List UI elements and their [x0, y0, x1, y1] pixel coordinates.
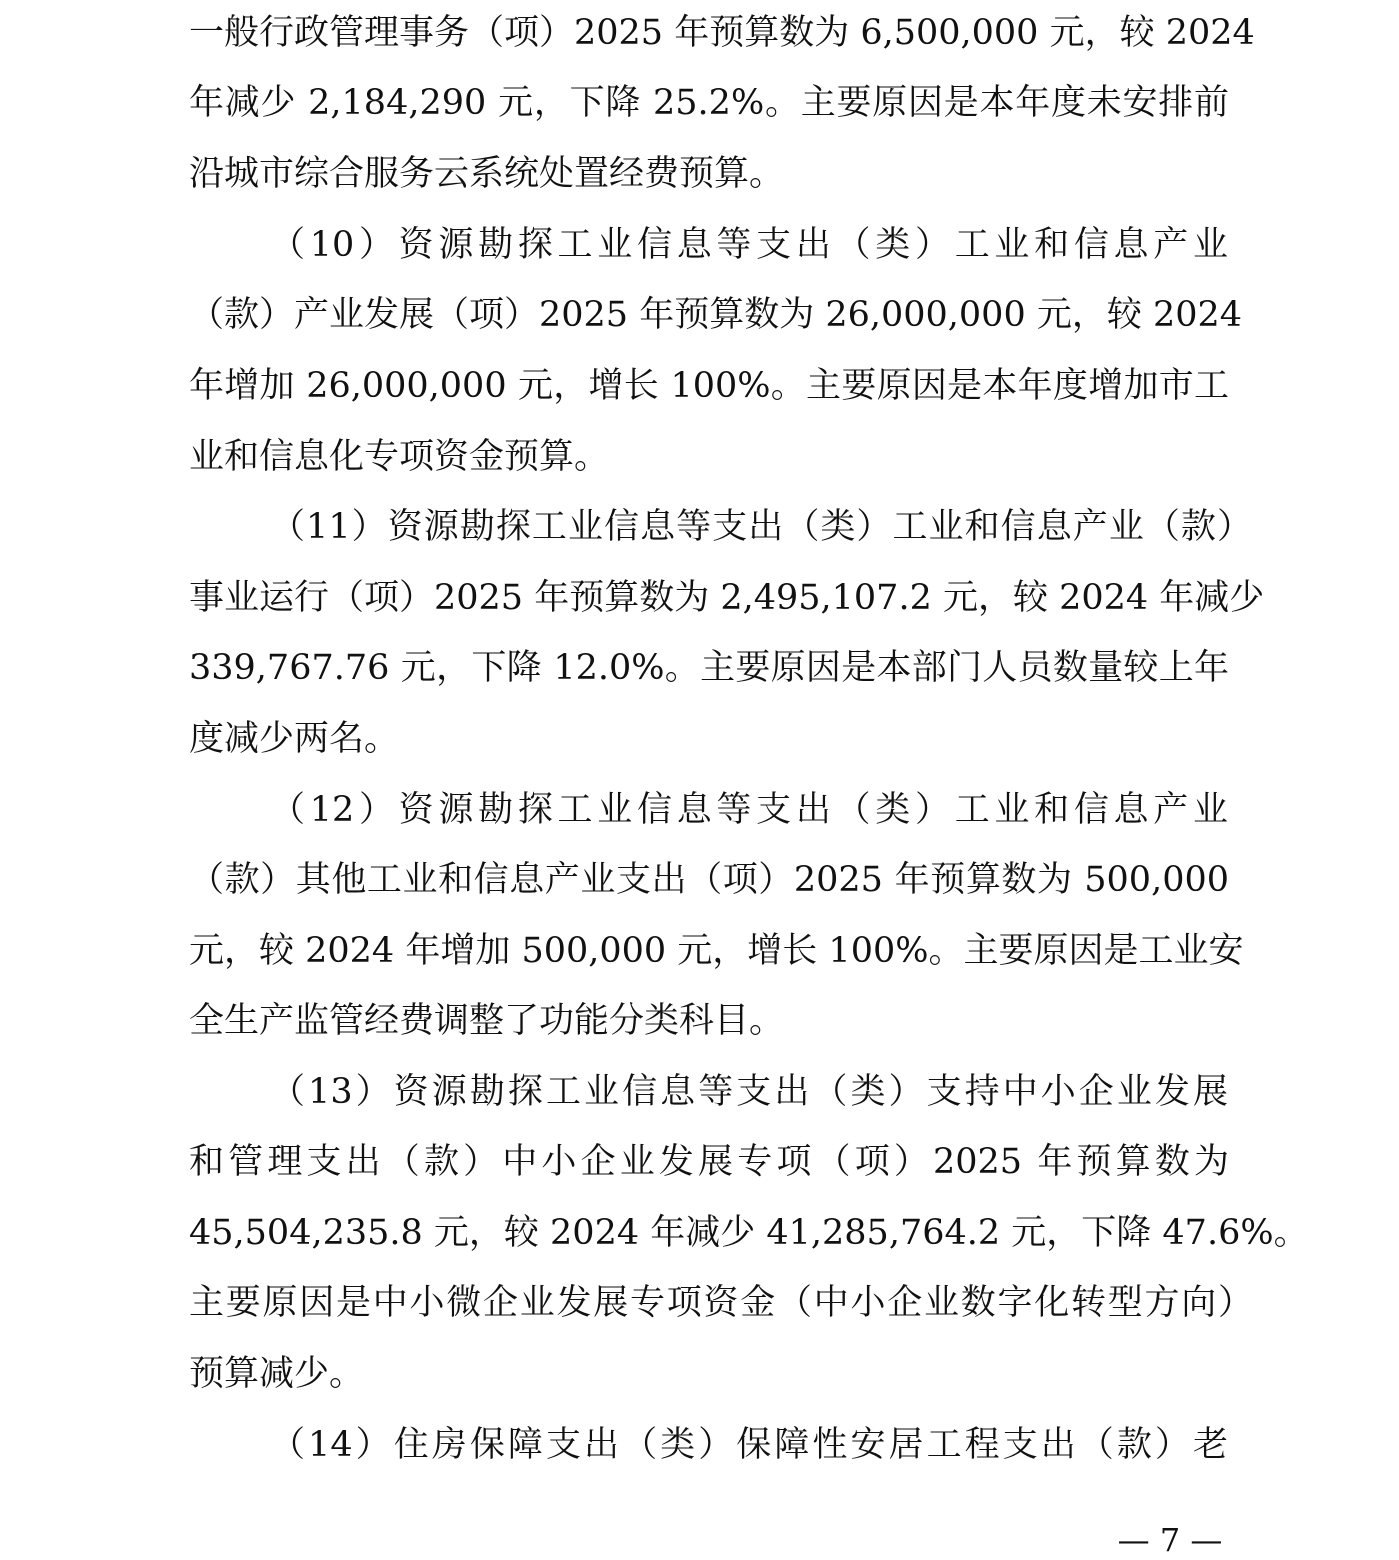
page-number: — 7 — [1117, 1521, 1223, 1559]
text-line: 沿城市综合服务云系统处置经费预算。 [189, 154, 785, 194]
text-line: 年增加 26,000,000 元，增长 100%。主要原因是本年度增加市工 [189, 366, 1229, 406]
text-line: 主要原因是中小微企业发展专项资金（中小企业数字化转型方向） [189, 1283, 1253, 1323]
text-line: 预算减少。 [189, 1354, 365, 1394]
text-line: （款）产业发展（项）2025 年预算数为 26,000,000 元，较 2024 [189, 295, 1243, 335]
text-line: 和管理支出（款）中小企业发展专项（项）2025 年预算数为 [189, 1142, 1229, 1182]
text-line: 元，较 2024 年增加 500,000 元，增长 100%。主要原因是工业安 [189, 931, 1244, 971]
text-line: （款）其他工业和信息产业支出（项）2025 年预算数为 500,000 [189, 860, 1229, 900]
text-line: 业和信息化专项资金预算。 [189, 437, 610, 477]
text-line: 事业运行（项）2025 年预算数为 2,495,107.2 元，较 2024 年减少 [189, 578, 1265, 618]
text-line: （13）资源勘探工业信息等支出（类）支持中小企业发展 [270, 1072, 1228, 1112]
text-line: 全生产监管经费调整了功能分类科目。 [189, 1001, 785, 1041]
text-line: （12）资源勘探工业信息等支出（类）工业和信息产业 [270, 790, 1228, 830]
text-line: 45,504,235.8 元，较 2024 年减少 41,285,764.2 元，下降 47.6%。 [189, 1213, 1309, 1253]
text-line: （14）住房保障支出（类）保障性安居工程支出（款）老 [270, 1425, 1228, 1465]
text-line: 339,767.76 元，下降 12.0%。主要原因是本部门人员数量较上年 [189, 648, 1229, 688]
text-line: （11）资源勘探工业信息等支出（类）工业和信息产业（款） [270, 507, 1252, 547]
text-line: 度减少两名。 [189, 719, 400, 759]
text-line: 一般行政管理事务（项）2025 年预算数为 6,500,000 元，较 2024 [189, 13, 1255, 53]
text-line: （10）资源勘探工业信息等支出（类）工业和信息产业 [270, 225, 1228, 265]
text-line: 年减少 2,184,290 元，下降 25.2%。主要原因是本年度未安排前 [189, 83, 1229, 123]
